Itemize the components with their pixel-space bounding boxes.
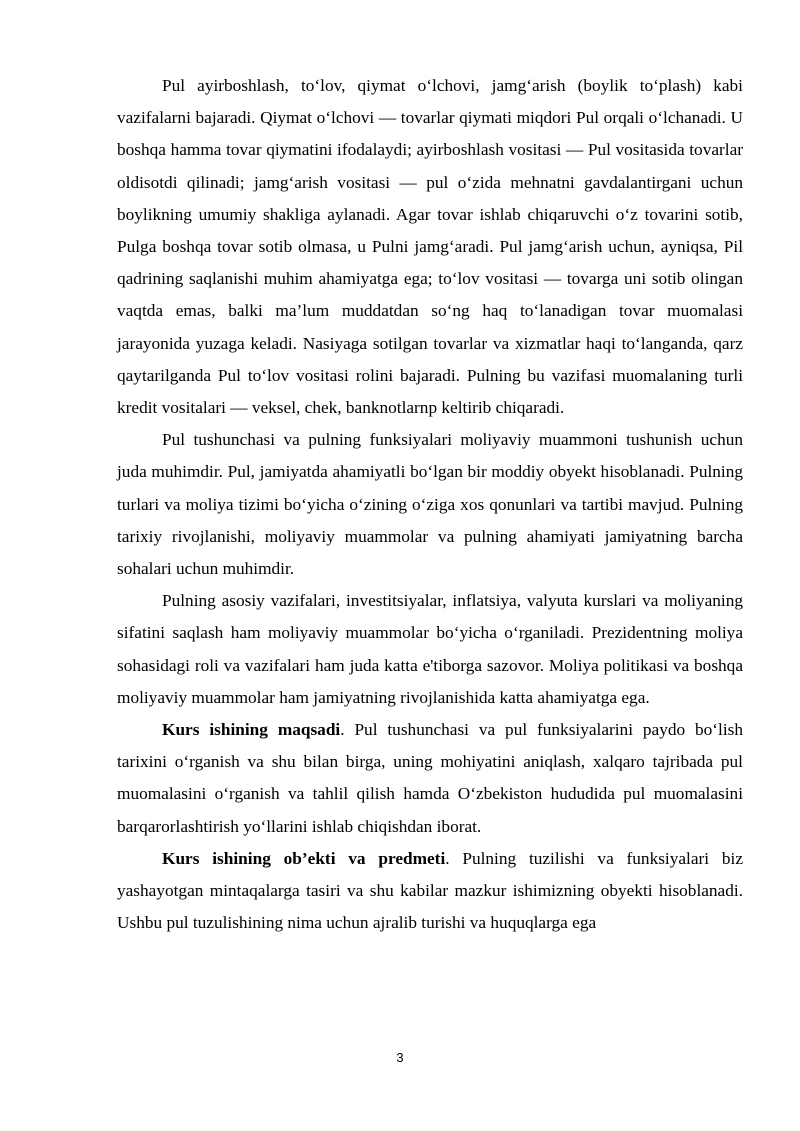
paragraph-text: . Pul tushunchasi va pul funksiyalarini paydo bo‘lish tarixini o‘rganish va shu bilan birga, uning mohiyatini aniqlash, xalqaro tajribada pul muomalasini o‘rganish va tahlil qilish hamda O‘zbekiston hududida pul muomalasini barqarorlashtirish yo‘llarini ishlab chiqishdan iborat. <box>117 720 744 836</box>
paragraph-course-goal <box>117 714 743 843</box>
paragraph-text: . Pulning tuzilishi va funksiyalari biz yashayotgan mintaqalarga tasiri va shu kabilar mazkur ishimizning obyekti hisoblanadi. Ushbu pul tuzulishining nima uchun ajralib turishi va huquqlarga ega <box>117 848 743 933</box>
paragraph-text: Pul ayirboshlash, to‘lov, qiymat o‘lchovi, jamg‘arish (boylik to‘plash) kabi vazifalarni bajaradi. Qiymat o‘lchovi — tovarlar qiymati miqdori Pul orqali o‘lchanadi. U boshqa hamma tovar qiymatini ifodalaydi; ayirboshlash vositasi — Pul vositasida tovarlar oldisotdi qilinadi; jamg‘arish vositasi — pul o‘zida mehnatni gavdalantirgani uchun boylikning umumiy shakliga aylanadi. Agar tovar ishlab chiqaruvchi o‘z tovarini sotib, Pulga boshqa tovar sotib olmasa, u Pulni jamg‘aradi. Pul jamg‘arish uchun, ayniqsa, Pil qadrining saqlanishi muhim ahamiyatga ega; to‘lov vositasi — tovarga uni sotib olingan vaqtda emas, balki ma’lum muddatdan so‘ng haq to‘lanadigan tovar muomalasi jarayonida yuzaga keladi. Nasiyaga sotilgan tovarlar va xizmatlar haqi to‘langanda, qarz qaytarilganda Pul to‘lov vositasi rolini bajaradi. Pulning bu vazifasi muomalaning turli kredit vositalari — veksel, chek, banknotlarnp keltirib chiqaradi. <box>117 76 743 418</box>
paragraph-text: Pul tushunchasi va pulning funksiyalari moliyaviy muammoni tushunish uchun juda muhimdir. Pul, jamiyatda ahamiyatli bo‘lgan bir moddiy obyekt hisoblanadi. Pulning turlari va moliya tizimi bo‘yicha o‘zining o‘ziga xos qonunlari va tartibi mavjud. Pulning tarixiy rivojlanishi, moliyaviy muammolar va pulning ahamiyati jamiyatning barcha sohalari uchun muhimdir. <box>117 430 743 579</box>
paragraph-text: Pulning asosiy vazifalari, investitsiyalar, inflatsiya, valyuta kurslari va moliyaning sifatini saqlash ham moliyaviy muammolar bo‘yicha o‘rganiladi. Prezidentning moliya sohasidagi roli va vazifalari ham juda katta e'tiborga sazovor. Moliya politikasi va boshqa moliyaviy muammolar ham jamiyatning rivojlanishida katta ahamiyatga ega. <box>117 591 743 707</box>
page-number: 3 <box>396 1050 404 1065</box>
paragraph-lead-bold: Kurs ishining maqsadi <box>162 720 341 740</box>
paragraph-functions-of-money <box>117 70 743 424</box>
paragraph-money-concept <box>117 424 743 585</box>
paragraph-main-tasks <box>117 585 743 714</box>
paragraph-course-object <box>117 843 743 940</box>
paragraph-lead-bold: Kurs ishining ob’ekti va predmeti <box>162 848 446 868</box>
page-body <box>117 70 743 939</box>
